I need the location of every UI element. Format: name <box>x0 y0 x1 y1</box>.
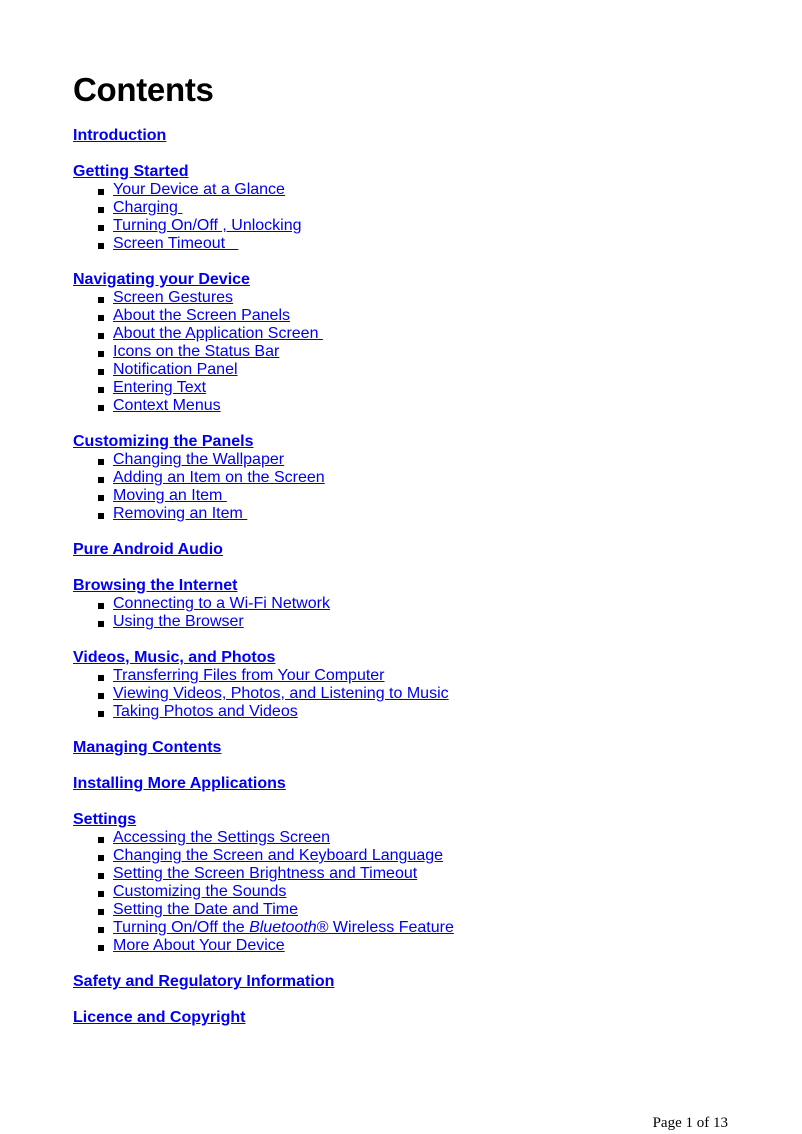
toc-link-turning-on-off-unlocking[interactable]: Turning On/Off , Unlocking <box>113 217 302 234</box>
toc-list-item <box>73 307 773 325</box>
square-bullet-icon <box>98 603 104 609</box>
toc-link-about-the-screen-panels[interactable]: About the Screen Panels <box>113 307 291 324</box>
toc-link-viewing-videos-photos-and-listening-to-music[interactable]: Viewing Videos, Photos, and Listening to Music <box>113 685 449 702</box>
toc-list-item <box>73 199 773 217</box>
toc-section-navigating-your-device[interactable]: Navigating your Device <box>73 271 250 288</box>
toc-list-item <box>73 343 773 361</box>
square-bullet-icon <box>98 693 104 699</box>
toc-list-item <box>73 379 773 397</box>
toc-link-entering-text[interactable]: Entering Text <box>113 379 207 396</box>
toc-link-adding-an-item-on-the-screen[interactable]: Adding an Item on the Screen <box>113 469 325 486</box>
toc-subsection-list <box>73 829 773 955</box>
toc-link-taking-photos-and-videos[interactable]: Taking Photos and Videos <box>113 703 298 720</box>
toc-section-customizing-the-panels[interactable]: Customizing the Panels <box>73 433 254 450</box>
square-bullet-icon <box>98 837 104 843</box>
square-bullet-icon <box>98 711 104 717</box>
square-bullet-icon <box>98 243 104 249</box>
toc-link-changing-the-screen-and-keyboard-language[interactable]: Changing the Screen and Keyboard Language <box>113 847 444 864</box>
toc-link-removing-an-item[interactable]: Removing an Item <box>113 505 248 522</box>
square-bullet-icon <box>98 405 104 411</box>
toc-section-licence-and-copyright[interactable]: Licence and Copyright <box>73 1009 246 1026</box>
square-bullet-icon <box>98 459 104 465</box>
toc-section-installing-more-applications[interactable]: Installing More Applications <box>73 775 286 792</box>
square-bullet-icon <box>98 855 104 861</box>
toc-subsection-list <box>73 181 773 253</box>
square-bullet-icon <box>98 909 104 915</box>
page-number: Page 1 of 13 <box>652 1115 728 1131</box>
square-bullet-icon <box>98 333 104 339</box>
toc-list-item <box>73 919 773 937</box>
square-bullet-icon <box>98 513 104 519</box>
toc-section-managing-contents[interactable]: Managing Contents <box>73 739 222 756</box>
square-bullet-icon <box>98 315 104 321</box>
square-bullet-icon <box>98 675 104 681</box>
square-bullet-icon <box>98 621 104 627</box>
square-bullet-icon <box>98 873 104 879</box>
toc-link-connecting-to-a-wi-fi-network[interactable]: Connecting to a Wi-Fi Network <box>113 595 330 612</box>
toc-section-pure-android-audio[interactable]: Pure Android Audio <box>73 541 223 558</box>
toc-link-charging[interactable]: Charging <box>113 199 183 216</box>
toc-list-item <box>73 505 773 523</box>
toc-list-item <box>73 901 773 919</box>
toc-list-item <box>73 883 773 901</box>
toc-list-item <box>73 325 773 343</box>
table-of-contents <box>73 127 773 1027</box>
toc-list-item <box>73 703 773 721</box>
toc-link-turning-on-off-the-bluetooth-wireless-feature[interactable] <box>113 919 454 936</box>
toc-list-item <box>73 847 773 865</box>
toc-link-setting-the-date-and-time[interactable]: Setting the Date and Time <box>113 901 298 918</box>
toc-list-item <box>73 487 773 505</box>
toc-list-item <box>73 181 773 199</box>
toc-link-more-about-your-device[interactable]: More About Your Device <box>113 937 285 954</box>
toc-section-videos-music-and-photos[interactable]: Videos, Music, and Photos <box>73 649 276 666</box>
toc-list-item <box>73 217 773 235</box>
toc-link-icons-on-the-status-bar[interactable]: Icons on the Status Bar <box>113 343 280 360</box>
toc-section-introduction[interactable]: Introduction <box>73 127 167 144</box>
toc-list-item <box>73 595 773 613</box>
toc-list-item <box>73 451 773 469</box>
toc-link-transferring-files-from-your-computer[interactable]: Transferring Files from Your Computer <box>113 667 385 684</box>
toc-list-item <box>73 469 773 487</box>
toc-list-item <box>73 937 773 955</box>
square-bullet-icon <box>98 297 104 303</box>
toc-subsection-list <box>73 451 773 523</box>
toc-link-about-the-application-screen[interactable]: About the Application Screen <box>113 325 323 342</box>
toc-section-getting-started[interactable]: Getting Started <box>73 163 189 180</box>
toc-section-browsing-the-internet[interactable]: Browsing the Internet <box>73 577 238 594</box>
toc-link-notification-panel[interactable]: Notification Panel <box>113 361 238 378</box>
toc-list-item <box>73 829 773 847</box>
toc-link-text: Turning On/Off the <box>113 919 250 936</box>
square-bullet-icon <box>98 945 104 951</box>
square-bullet-icon <box>98 927 104 933</box>
toc-link-your-device-at-a-glance[interactable]: Your Device at a Glance <box>113 181 285 198</box>
toc-link-screen-gestures[interactable]: Screen Gestures <box>113 289 234 306</box>
square-bullet-icon <box>98 189 104 195</box>
page-title: Contents <box>73 71 214 108</box>
toc-list-item <box>73 235 773 253</box>
square-bullet-icon <box>98 495 104 501</box>
toc-link-setting-the-screen-brightness-and-timeout[interactable]: Setting the Screen Brightness and Timeout <box>113 865 418 882</box>
toc-list-item <box>73 865 773 883</box>
toc-link-changing-the-wallpaper[interactable]: Changing the Wallpaper <box>113 451 285 468</box>
toc-list-item <box>73 667 773 685</box>
square-bullet-icon <box>98 207 104 213</box>
toc-link-accessing-the-settings-screen[interactable]: Accessing the Settings Screen <box>113 829 331 846</box>
toc-list-item <box>73 397 773 415</box>
toc-link-moving-an-item[interactable]: Moving an Item <box>113 487 227 504</box>
toc-link-text: ® Wireless Feature <box>316 919 454 936</box>
toc-list-item <box>73 361 773 379</box>
toc-link-screen-timeout[interactable]: Screen Timeout <box>113 235 239 252</box>
toc-list-item <box>73 613 773 631</box>
square-bullet-icon <box>98 477 104 483</box>
square-bullet-icon <box>98 891 104 897</box>
toc-subsection-list <box>73 595 773 631</box>
toc-link-customizing-the-sounds[interactable]: Customizing the Sounds <box>113 883 287 900</box>
toc-link-using-the-browser[interactable]: Using the Browser <box>113 613 244 630</box>
toc-link-italic-text: Bluetooth <box>249 919 317 936</box>
square-bullet-icon <box>98 369 104 375</box>
toc-section-settings[interactable]: Settings <box>73 811 137 828</box>
square-bullet-icon <box>98 351 104 357</box>
square-bullet-icon <box>98 387 104 393</box>
toc-subsection-list <box>73 289 773 415</box>
toc-link-context-menus[interactable]: Context Menus <box>113 397 221 414</box>
toc-subsection-list <box>73 667 773 721</box>
square-bullet-icon <box>98 225 104 231</box>
toc-section-safety-and-regulatory-information[interactable]: Safety and Regulatory Information <box>73 973 335 990</box>
toc-list-item <box>73 685 773 703</box>
toc-list-item <box>73 289 773 307</box>
